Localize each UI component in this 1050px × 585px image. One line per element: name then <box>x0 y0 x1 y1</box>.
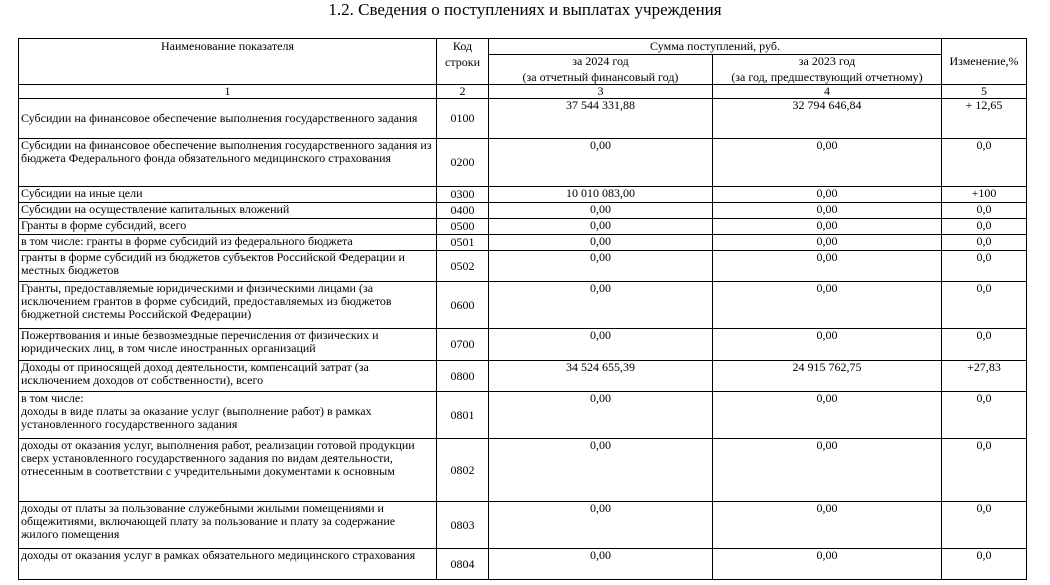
row-code: 0700 <box>437 329 489 361</box>
row-name: в том числе: гранты в форме субсидий из федерального бюджета <box>19 235 437 251</box>
table-row <box>19 251 1027 282</box>
table-row <box>19 392 1027 439</box>
row-value-2023: 0,00 <box>713 282 942 329</box>
header-2024-line2: (за отчетный финансовый год) <box>522 70 679 84</box>
row-code: 0600 <box>437 282 489 329</box>
row-value-2023: 24 915 762,75 <box>713 361 942 392</box>
table-row <box>19 139 1027 187</box>
row-change: +100 <box>942 187 1027 203</box>
row-value-2024: 0,00 <box>489 392 713 439</box>
header-row-code <box>437 39 489 85</box>
row-code: 0802 <box>437 439 489 502</box>
header-code-line1: Код <box>452 39 473 53</box>
table-row <box>19 99 1027 139</box>
row-name: доходы от оказания услуг, выполнения работ, реализации готовой продукции сверх установленного государственного задания по видам деятельности, отнесенным в соответствии с учредительными документами к основным <box>19 439 437 502</box>
header-2023-line1: за 2023 год <box>798 54 856 68</box>
header-2024 <box>489 55 713 85</box>
row-name: Гранты в форме субсидий, всего <box>19 219 437 235</box>
column-number: 5 <box>942 85 1027 99</box>
row-change: 0,0 <box>942 549 1027 580</box>
header-code-line2: строки <box>445 55 480 69</box>
row-change: 0,0 <box>942 282 1027 329</box>
row-code: 0500 <box>437 219 489 235</box>
row-change: 0,0 <box>942 203 1027 219</box>
column-number: 4 <box>713 85 942 99</box>
row-value-2023: 0,00 <box>713 502 942 549</box>
row-code: 0200 <box>437 139 489 187</box>
row-name: Субсидии на осуществление капитальных вложений <box>19 203 437 219</box>
document-title: 1.2. Сведения о поступлениях и выплатах учреждения <box>328 0 722 19</box>
row-value-2023: 0,00 <box>713 139 942 187</box>
row-name-text: доходы в виде платы за оказание услуг (выполнение работ) в рамках установленного государственного задания <box>21 404 372 431</box>
table-row <box>19 329 1027 361</box>
column-number: 2 <box>437 85 489 99</box>
row-value-2023: 0,00 <box>713 235 942 251</box>
row-name: Субсидии на иные цели <box>19 187 437 203</box>
row-code: 0100 <box>437 99 489 139</box>
row-name: Гранты, предоставляемые юридическими и физическими лицами (за исключением грантов в форме субсидий, предоставляемых из бюджетов бюджетной системы Российской Федерации) <box>19 282 437 329</box>
row-code: 0501 <box>437 235 489 251</box>
table-row <box>19 203 1027 219</box>
row-code: 0502 <box>437 251 489 282</box>
column-number: 1 <box>19 85 437 99</box>
row-value-2024: 0,00 <box>489 235 713 251</box>
row-value-2024: 34 524 655,39 <box>489 361 713 392</box>
row-value-2024: 0,00 <box>489 139 713 187</box>
row-value-2023: 0,00 <box>713 439 942 502</box>
table-row <box>19 235 1027 251</box>
row-change: 0,0 <box>942 439 1027 502</box>
table-row <box>19 439 1027 502</box>
row-value-2024: 0,00 <box>489 219 713 235</box>
header-2023 <box>713 55 942 85</box>
table-row <box>19 187 1027 203</box>
income-table <box>18 38 1027 580</box>
row-value-2023: 0,00 <box>713 329 942 361</box>
row-name: доходы от оказания услуг в рамках обязательного медицинского страхования <box>19 549 437 580</box>
row-name: Доходы от приносящей доход деятельности, компенсаций затрат (за исключением доходов от собственности), всего <box>19 361 437 392</box>
row-value-2023: 0,00 <box>713 219 942 235</box>
row-change: +27,83 <box>942 361 1027 392</box>
row-change: 0,0 <box>942 139 1027 187</box>
row-value-2023: 0,00 <box>713 187 942 203</box>
row-code: 0300 <box>437 187 489 203</box>
row-name: Субсидии на финансовое обеспечение выполнения государственного задания <box>19 99 437 139</box>
row-value-2023: 32 794 646,84 <box>713 99 942 139</box>
table-row <box>19 282 1027 329</box>
row-code: 0400 <box>437 203 489 219</box>
header-change: Изменение,% <box>942 39 1027 85</box>
row-name: гранты в форме субсидий из бюджетов субъектов Российской Федерации и местных бюджетов <box>19 251 437 282</box>
row-code: 0800 <box>437 361 489 392</box>
row-value-2024: 0,00 <box>489 251 713 282</box>
row-value-2024: 0,00 <box>489 549 713 580</box>
row-name-prefix: в том числе: <box>21 391 84 405</box>
row-name: Пожертвования и иные безвозмездные перечисления от физических и юридических лиц, в том числе иностранных организаций <box>19 329 437 361</box>
row-value-2023: 0,00 <box>713 203 942 219</box>
row-value-2024: 0,00 <box>489 439 713 502</box>
column-numbers-row <box>19 85 1027 99</box>
row-change: 0,0 <box>942 219 1027 235</box>
row-value-2024: 0,00 <box>489 203 713 219</box>
row-value-2023: 0,00 <box>713 392 942 439</box>
row-value-2024: 0,00 <box>489 282 713 329</box>
table-row <box>19 549 1027 580</box>
row-name: доходы от платы за пользование служебными жилыми помещениями и общежитиями, включающей плату за пользование и плату за содержание жилого помещения <box>19 502 437 549</box>
row-change: 0,0 <box>942 329 1027 361</box>
row-value-2023: 0,00 <box>713 251 942 282</box>
column-number: 3 <box>489 85 713 99</box>
row-change: 0,0 <box>942 235 1027 251</box>
table-header <box>19 39 1027 99</box>
table-row <box>19 361 1027 392</box>
row-value-2024: 0,00 <box>489 329 713 361</box>
row-change: + 12,65 <box>942 99 1027 139</box>
table-row <box>19 219 1027 235</box>
table-row <box>19 502 1027 549</box>
row-change: 0,0 <box>942 251 1027 282</box>
row-value-2023: 0,00 <box>713 549 942 580</box>
header-sum: Сумма поступлений, руб. <box>489 39 942 55</box>
row-change: 0,0 <box>942 502 1027 549</box>
row-code: 0803 <box>437 502 489 549</box>
row-value-2024: 10 010 083,00 <box>489 187 713 203</box>
row-value-2024: 37 544 331,88 <box>489 99 713 139</box>
row-name <box>19 392 437 439</box>
header-indicator-name: Наименование показателя <box>19 39 437 85</box>
header-2024-line1: за 2024 год <box>572 54 629 68</box>
row-name: Субсидии на финансовое обеспечение выполнения государственного задания из бюджета Федерального фонда обязательного медицинского страхования <box>19 139 437 187</box>
table-body <box>19 99 1027 580</box>
row-code: 0804 <box>437 549 489 580</box>
row-value-2024: 0,00 <box>489 502 713 549</box>
row-code: 0801 <box>437 392 489 439</box>
header-2023-line2: (за год, предшествующий отчетному) <box>731 70 923 84</box>
row-change: 0,0 <box>942 392 1027 439</box>
